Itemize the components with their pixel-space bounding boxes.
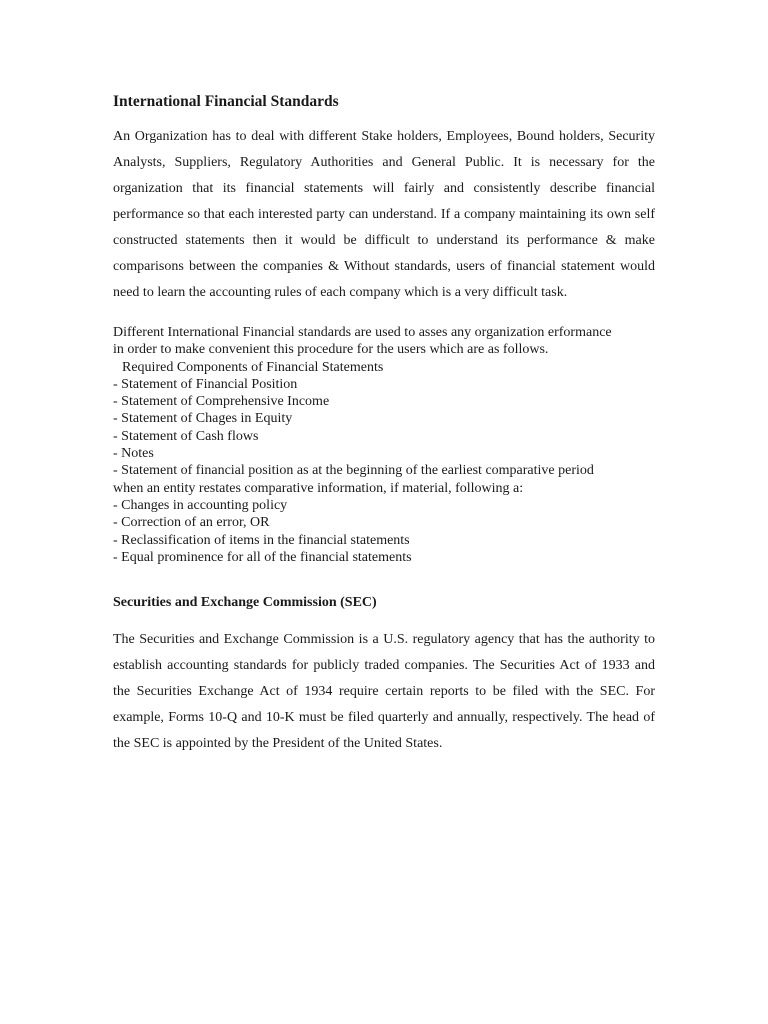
list-item: - Statement of Chages in Equity	[113, 411, 293, 427]
list-item: - Equal prominence for all of the financial statements	[113, 549, 412, 565]
list-item: - Statement of Financial Position	[113, 376, 298, 392]
list-item: - Statement of financial position as at the beginning of the earliest comparative period	[113, 463, 594, 479]
list-item: - Correction of an error, OR	[113, 515, 270, 531]
components-list	[113, 324, 655, 566]
list-line: when an entity restates comparative information, if material, following a:	[113, 480, 524, 496]
list-item: - Reclassification of items in the financial statements	[113, 532, 410, 548]
list-line: Different International Financial standards are used to asses any organization erformance	[113, 325, 612, 340]
document-title: International Financial Standards	[113, 93, 339, 110]
list-item: - Changes in accounting policy	[113, 497, 288, 513]
list-item: - Statement of Comprehensive Income	[113, 394, 330, 410]
list-line: in order to make convenient this procedure for the users which are as follows.	[113, 342, 549, 358]
list-item: - Notes	[113, 446, 154, 462]
list-subheading: Required Components of Financial Statements	[122, 359, 384, 375]
document-page	[113, 92, 655, 757]
intro-paragraph: An Organization has to deal with different Stake holders, Employees, Bound holders, Security Analysts, Suppliers, Regulatory Authorities and General Public. It is necessary for the organization that its financial statements will fairly and consistently describe financial performance so that each interested party can understand. If a company maintaining its own self constructed statements then it would be difficult to understand its performance & make comparisons between the companies & Without standards, users of financial statement would need to learn the accounting rules of each company which is a very difficult task.	[113, 129, 655, 300]
sec-heading: Securities and Exchange Commission (SEC)	[113, 595, 377, 611]
list-item: - Statement of Cash flows	[113, 428, 259, 444]
sec-paragraph: The Securities and Exchange Commission is a U.S. regulatory agency that has the authority to establish accounting standards for publicly traded companies. The Securities Act of 1933 and the Securities Exchange Act of 1934 require certain reports to be filed with the SEC. For example, Forms 10-Q and 10-K must be filed quarterly and annually, respectively. The head of the SEC is appointed by the President of the United States.	[113, 632, 655, 752]
